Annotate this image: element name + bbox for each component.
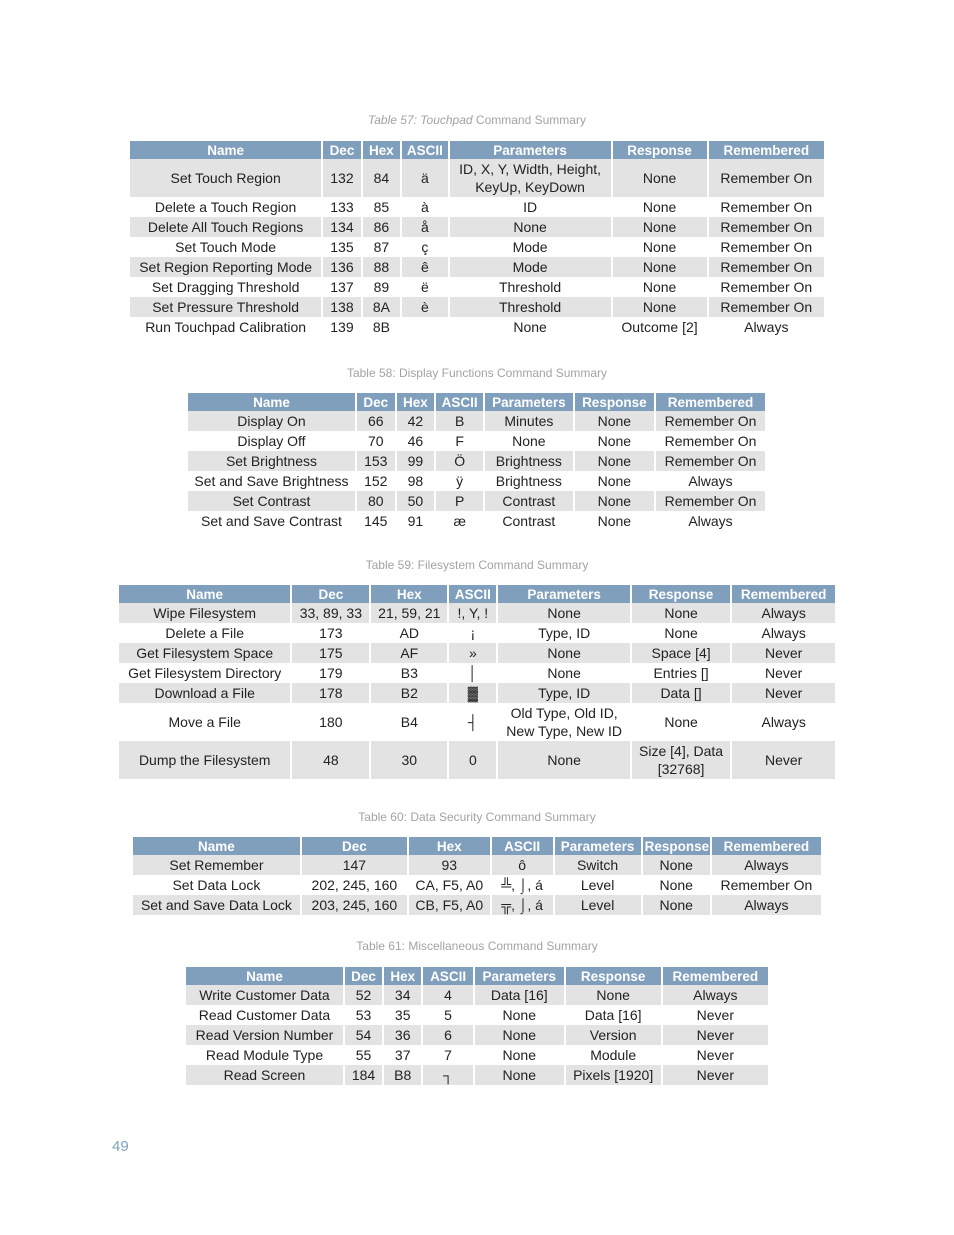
- cell-hex: 36: [384, 1025, 421, 1045]
- cell-parameters: None: [475, 1045, 564, 1065]
- cell-name: Move a File: [119, 703, 290, 741]
- table-row: [119, 741, 835, 779]
- cell-remembered: Never: [663, 1005, 768, 1025]
- cell-parameters: Old Type, Old ID, New Type, New ID: [498, 703, 629, 741]
- cell-dec: 138: [323, 297, 360, 317]
- header-row: [186, 967, 768, 985]
- table-row: [130, 159, 824, 197]
- cell-parameters: None: [475, 1025, 564, 1045]
- cell-parameters: ID: [450, 197, 611, 217]
- cell-name: Get Filesystem Space: [119, 643, 290, 663]
- column-header-name: Name: [130, 141, 321, 159]
- column-header-ascii: ASCII: [449, 585, 496, 603]
- table-61-caption: Table 61: Miscellaneous Command Summary: [356, 939, 598, 953]
- table-row: [133, 875, 821, 895]
- cell-name: Read Customer Data: [186, 1005, 343, 1025]
- cell-parameters: Threshold: [450, 297, 611, 317]
- cell-dec: 135: [323, 237, 360, 257]
- cell-name: Set Data Lock: [133, 875, 300, 895]
- cell-remembered: Always: [712, 855, 821, 875]
- cell-response: None: [613, 277, 707, 297]
- cell-name: Set Pressure Threshold: [130, 297, 321, 317]
- cell-hex: 42: [397, 411, 435, 431]
- cell-dec: 152: [357, 471, 395, 491]
- display-functions-command-table: [186, 393, 767, 531]
- cell-name: Set Contrast: [188, 491, 355, 511]
- cell-hex: 88: [363, 257, 400, 277]
- column-header-parameters: Parameters: [555, 837, 641, 855]
- cell-name: Set Region Reporting Mode: [130, 257, 321, 277]
- table-59-caption: Table 59: Filesystem Command Summary: [365, 558, 589, 572]
- cell-hex: 87: [363, 237, 400, 257]
- cell-hex: 50: [397, 491, 435, 511]
- table-row: [130, 197, 824, 217]
- cell-response: None: [575, 411, 654, 431]
- cell-dec: 70: [357, 431, 395, 451]
- cell-response: None: [613, 197, 707, 217]
- cell-remembered: Remember On: [709, 159, 824, 197]
- cell-response: None: [632, 603, 731, 623]
- cell-response: None: [613, 297, 707, 317]
- cell-response: Data [16]: [566, 1005, 661, 1025]
- cell-name: Set and Save Data Lock: [133, 895, 300, 915]
- cell-hex: 8B: [363, 317, 400, 337]
- table-row: [188, 471, 765, 491]
- cell-hex: 86: [363, 217, 400, 237]
- cell-ascii: è: [402, 297, 448, 317]
- cell-ascii: ê: [402, 257, 448, 277]
- column-header-hex: Hex: [409, 837, 490, 855]
- cell-ascii: ô: [492, 855, 553, 875]
- cell-hex: 93: [409, 855, 490, 875]
- column-header-hex: Hex: [371, 585, 447, 603]
- cell-remembered: Never: [663, 1045, 768, 1065]
- cell-name: Set Touch Mode: [130, 237, 321, 257]
- cell-name: Delete All Touch Regions: [130, 217, 321, 237]
- cell-remembered: Always: [732, 703, 835, 741]
- cell-dec: 184: [345, 1065, 382, 1085]
- cell-dec: 179: [292, 663, 369, 683]
- cell-response: None: [613, 237, 707, 257]
- cell-ascii: 7: [423, 1045, 473, 1065]
- cell-parameters: None: [475, 1005, 564, 1025]
- cell-response: None: [566, 985, 661, 1005]
- cell-remembered: Always: [663, 985, 768, 1005]
- table-row: [130, 217, 824, 237]
- cell-dec: 147: [302, 855, 407, 875]
- header-row: [130, 141, 824, 159]
- cell-dec: 80: [357, 491, 395, 511]
- filesystem-command-table: [117, 585, 837, 779]
- cell-remembered: Never: [732, 741, 835, 779]
- cell-dec: 52: [345, 985, 382, 1005]
- cell-remembered: Remember On: [709, 197, 824, 217]
- cell-ascii: ▓: [449, 683, 496, 703]
- column-header-hex: Hex: [363, 141, 400, 159]
- cell-dec: 53: [345, 1005, 382, 1025]
- cell-ascii: æ: [436, 511, 483, 531]
- header-row: [133, 837, 821, 855]
- cell-hex: AF: [371, 643, 447, 663]
- cell-response: None: [575, 491, 654, 511]
- table-row: [119, 703, 835, 741]
- cell-remembered: Remember On: [709, 277, 824, 297]
- cell-parameters: None: [498, 603, 629, 623]
- cell-parameters: None: [498, 643, 629, 663]
- cell-remembered: Remember On: [656, 431, 765, 451]
- cell-ascii: 4: [423, 985, 473, 1005]
- table-row: [186, 1065, 768, 1085]
- cell-remembered: Never: [663, 1025, 768, 1045]
- cell-parameters: Threshold: [450, 277, 611, 297]
- cell-ascii: ç: [402, 237, 448, 257]
- column-header-parameters: Parameters: [485, 393, 573, 411]
- cell-dec: 136: [323, 257, 360, 277]
- cell-response: Version: [566, 1025, 661, 1045]
- column-header-dec: Dec: [323, 141, 360, 159]
- cell-response: None: [632, 623, 731, 643]
- cell-parameters: None: [498, 741, 629, 779]
- cell-hex: 30: [371, 741, 447, 779]
- cell-hex: 84: [363, 159, 400, 197]
- cell-name: Dump the Filesystem: [119, 741, 290, 779]
- cell-ascii: ┤: [449, 703, 496, 741]
- cell-hex: 8A: [363, 297, 400, 317]
- cell-name: Display Off: [188, 431, 355, 451]
- cell-hex: B8: [384, 1065, 421, 1085]
- cell-remembered: Remember On: [709, 237, 824, 257]
- column-header-dec: Dec: [302, 837, 407, 855]
- column-header-remembered: Remembered: [732, 585, 835, 603]
- cell-dec: 66: [357, 411, 395, 431]
- cell-dec: 137: [323, 277, 360, 297]
- column-header-dec: Dec: [357, 393, 395, 411]
- cell-parameters: Data [16]: [475, 985, 564, 1005]
- cell-response: Pixels [1920]: [566, 1065, 661, 1085]
- column-header-dec: Dec: [292, 585, 369, 603]
- cell-dec: 133: [323, 197, 360, 217]
- column-header-name: Name: [186, 967, 343, 985]
- cell-name: Read Screen: [186, 1065, 343, 1085]
- cell-parameters: Mode: [450, 257, 611, 277]
- column-header-response: Response: [613, 141, 707, 159]
- cell-name: Set Touch Region: [130, 159, 321, 197]
- column-header-hex: Hex: [384, 967, 421, 985]
- cell-name: Read Module Type: [186, 1045, 343, 1065]
- table-row: [186, 1005, 768, 1025]
- touchpad-command-table: [128, 141, 826, 337]
- column-header-ascii: ASCII: [423, 967, 473, 985]
- cell-hex: 91: [397, 511, 435, 531]
- cell-parameters: Level: [555, 895, 641, 915]
- column-header-response: Response: [566, 967, 661, 985]
- table-row: [130, 297, 824, 317]
- column-header-parameters: Parameters: [450, 141, 611, 159]
- cell-hex: 46: [397, 431, 435, 451]
- cell-dec: 55: [345, 1045, 382, 1065]
- cell-ascii: 6: [423, 1025, 473, 1045]
- cell-name: Read Version Number: [186, 1025, 343, 1045]
- miscellaneous-command-table: [184, 967, 770, 1085]
- table-row: [119, 663, 835, 683]
- cell-ascii: Ö: [436, 451, 483, 471]
- cell-ascii: │: [449, 663, 496, 683]
- cell-dec: 178: [292, 683, 369, 703]
- cell-hex: CA, F5, A0: [409, 875, 490, 895]
- table-row: [119, 623, 835, 643]
- cell-parameters: Level: [555, 875, 641, 895]
- cell-hex: 37: [384, 1045, 421, 1065]
- cell-remembered: Remember On: [656, 451, 765, 471]
- table-row: [188, 511, 765, 531]
- cell-parameters: None: [450, 317, 611, 337]
- column-header-ascii: ASCII: [402, 141, 448, 159]
- cell-ascii: ä: [402, 159, 448, 197]
- table-row: [188, 431, 765, 451]
- table-row: [133, 855, 821, 875]
- cell-dec: 180: [292, 703, 369, 741]
- table-row: [186, 1045, 768, 1065]
- cell-response: None: [613, 159, 707, 197]
- cell-dec: 132: [323, 159, 360, 197]
- cell-name: Set Dragging Threshold: [130, 277, 321, 297]
- cell-response: Size [4], Data [32768]: [632, 741, 731, 779]
- column-header-ascii: ASCII: [436, 393, 483, 411]
- cell-dec: 139: [323, 317, 360, 337]
- column-header-response: Response: [575, 393, 654, 411]
- table-row: [186, 985, 768, 1005]
- cell-parameters: Mode: [450, 237, 611, 257]
- cell-hex: 34: [384, 985, 421, 1005]
- cell-hex: 21, 59, 21: [371, 603, 447, 623]
- table-60-caption: Table 60: Data Security Command Summary: [358, 810, 596, 824]
- cell-ascii: ╩, ⌡, á: [492, 875, 553, 895]
- cell-ascii: ¡: [449, 623, 496, 643]
- cell-remembered: Remember On: [709, 217, 824, 237]
- cell-remembered: Always: [732, 603, 835, 623]
- table-row: [119, 603, 835, 623]
- table-57-caption: Table 57: Touchpad Command Summary: [368, 113, 586, 127]
- cell-hex: 99: [397, 451, 435, 471]
- column-header-name: Name: [119, 585, 290, 603]
- header-row: [119, 585, 835, 603]
- cell-remembered: Remember On: [709, 297, 824, 317]
- cell-ascii: ë: [402, 277, 448, 297]
- column-header-ascii: ASCII: [492, 837, 553, 855]
- table-row: [130, 237, 824, 257]
- cell-name: Set Remember: [133, 855, 300, 875]
- table-row: [133, 895, 821, 915]
- cell-name: Run Touchpad Calibration: [130, 317, 321, 337]
- cell-dec: 203, 245, 160: [302, 895, 407, 915]
- cell-ascii: ╦, ⌡, á: [492, 895, 553, 915]
- cell-response: None: [575, 511, 654, 531]
- column-header-name: Name: [188, 393, 355, 411]
- cell-hex: AD: [371, 623, 447, 643]
- data-security-command-table: [131, 837, 823, 915]
- cell-name: Set Brightness: [188, 451, 355, 471]
- cell-remembered: Remember On: [709, 257, 824, 277]
- cell-ascii: ÿ: [436, 471, 483, 491]
- cell-parameters: None: [475, 1065, 564, 1085]
- cell-response: None: [613, 257, 707, 277]
- cell-name: Get Filesystem Directory: [119, 663, 290, 683]
- table-row: [186, 1025, 768, 1045]
- cell-name: Write Customer Data: [186, 985, 343, 1005]
- cell-ascii: B: [436, 411, 483, 431]
- column-header-hex: Hex: [397, 393, 435, 411]
- cell-parameters: Type, ID: [498, 623, 629, 643]
- cell-name: Download a File: [119, 683, 290, 703]
- cell-ascii: 0: [449, 741, 496, 779]
- cell-response: Space [4]: [632, 643, 731, 663]
- cell-hex: B3: [371, 663, 447, 683]
- cell-name: Set and Save Contrast: [188, 511, 355, 531]
- cell-parameters: None: [485, 431, 573, 451]
- column-header-remembered: Remembered: [712, 837, 821, 855]
- cell-hex: B2: [371, 683, 447, 703]
- cell-dec: 48: [292, 741, 369, 779]
- cell-ascii: F: [436, 431, 483, 451]
- cell-parameters: Brightness: [485, 471, 573, 491]
- cell-response: Entries []: [632, 663, 731, 683]
- table-58-caption: Table 58: Display Functions Command Summary: [346, 366, 608, 380]
- cell-ascii: ┐: [423, 1065, 473, 1085]
- cell-dec: 175: [292, 643, 369, 663]
- cell-response: None: [643, 875, 710, 895]
- table-row: [188, 451, 765, 471]
- cell-remembered: Always: [712, 895, 821, 915]
- cell-remembered: Never: [732, 683, 835, 703]
- cell-hex: 98: [397, 471, 435, 491]
- column-header-parameters: Parameters: [498, 585, 629, 603]
- cell-parameters: None: [450, 217, 611, 237]
- cell-remembered: Remember On: [656, 491, 765, 511]
- cell-response: Outcome [2]: [613, 317, 707, 337]
- column-header-response: Response: [632, 585, 731, 603]
- cell-remembered: Never: [732, 663, 835, 683]
- cell-response: None: [575, 431, 654, 451]
- cell-remembered: Remember On: [656, 411, 765, 431]
- cell-remembered: Remember On: [712, 875, 821, 895]
- cell-parameters: Minutes: [485, 411, 573, 431]
- header-row: [188, 393, 765, 411]
- page-number: 49: [112, 1138, 129, 1155]
- table-row: [119, 683, 835, 703]
- table-row: [188, 411, 765, 431]
- cell-hex: 89: [363, 277, 400, 297]
- column-header-parameters: Parameters: [475, 967, 564, 985]
- cell-parameters: Brightness: [485, 451, 573, 471]
- column-header-dec: Dec: [345, 967, 382, 985]
- table-row: [119, 643, 835, 663]
- cell-parameters: None: [498, 663, 629, 683]
- cell-remembered: Never: [732, 643, 835, 663]
- cell-response: Module: [566, 1045, 661, 1065]
- cell-ascii: P: [436, 491, 483, 511]
- cell-parameters: Type, ID: [498, 683, 629, 703]
- cell-response: None: [632, 703, 731, 741]
- cell-response: None: [643, 855, 710, 875]
- cell-hex: B4: [371, 703, 447, 741]
- cell-parameters: ID, X, Y, Width, Height, KeyUp, KeyDown: [450, 159, 611, 197]
- table-row: [130, 317, 824, 337]
- cell-dec: 134: [323, 217, 360, 237]
- cell-hex: 35: [384, 1005, 421, 1025]
- cell-name: Wipe Filesystem: [119, 603, 290, 623]
- cell-ascii: å: [402, 217, 448, 237]
- cell-remembered: Always: [656, 471, 765, 491]
- cell-response: None: [575, 471, 654, 491]
- cell-hex: CB, F5, A0: [409, 895, 490, 915]
- cell-dec: 145: [357, 511, 395, 531]
- cell-remembered: Always: [656, 511, 765, 531]
- cell-response: None: [575, 451, 654, 471]
- cell-parameters: Switch: [555, 855, 641, 875]
- cell-response: Data []: [632, 683, 731, 703]
- cell-dec: 33, 89, 33: [292, 603, 369, 623]
- cell-response: None: [613, 217, 707, 237]
- cell-dec: 54: [345, 1025, 382, 1045]
- column-header-response: Response: [644, 838, 710, 854]
- cell-remembered: Never: [663, 1065, 768, 1085]
- table-row: [130, 277, 824, 297]
- cell-remembered: Always: [732, 623, 835, 643]
- cell-response: None: [643, 895, 710, 915]
- cell-remembered: Always: [709, 317, 824, 337]
- cell-dec: 173: [292, 623, 369, 643]
- table-row: [130, 257, 824, 277]
- cell-name: Delete a File: [119, 623, 290, 643]
- cell-dec: 153: [357, 451, 395, 471]
- cell-ascii: !, Y, !: [449, 603, 496, 623]
- table-row: [188, 491, 765, 511]
- cell-ascii: »: [449, 643, 496, 663]
- column-header-remembered: Remembered: [663, 967, 768, 985]
- column-header-remembered: Remembered: [709, 141, 824, 159]
- cell-hex: 85: [363, 197, 400, 217]
- column-header-name: Name: [133, 837, 300, 855]
- cell-dec: 202, 245, 160: [302, 875, 407, 895]
- cell-name: Display On: [188, 411, 355, 431]
- cell-ascii: à: [402, 197, 448, 217]
- cell-ascii: [402, 317, 448, 337]
- cell-name: Set and Save Brightness: [188, 471, 355, 491]
- cell-parameters: Contrast: [485, 491, 573, 511]
- cell-parameters: Contrast: [485, 511, 573, 531]
- cell-name: Delete a Touch Region: [130, 197, 321, 217]
- column-header-remembered: Remembered: [656, 393, 765, 411]
- cell-ascii: 5: [423, 1005, 473, 1025]
